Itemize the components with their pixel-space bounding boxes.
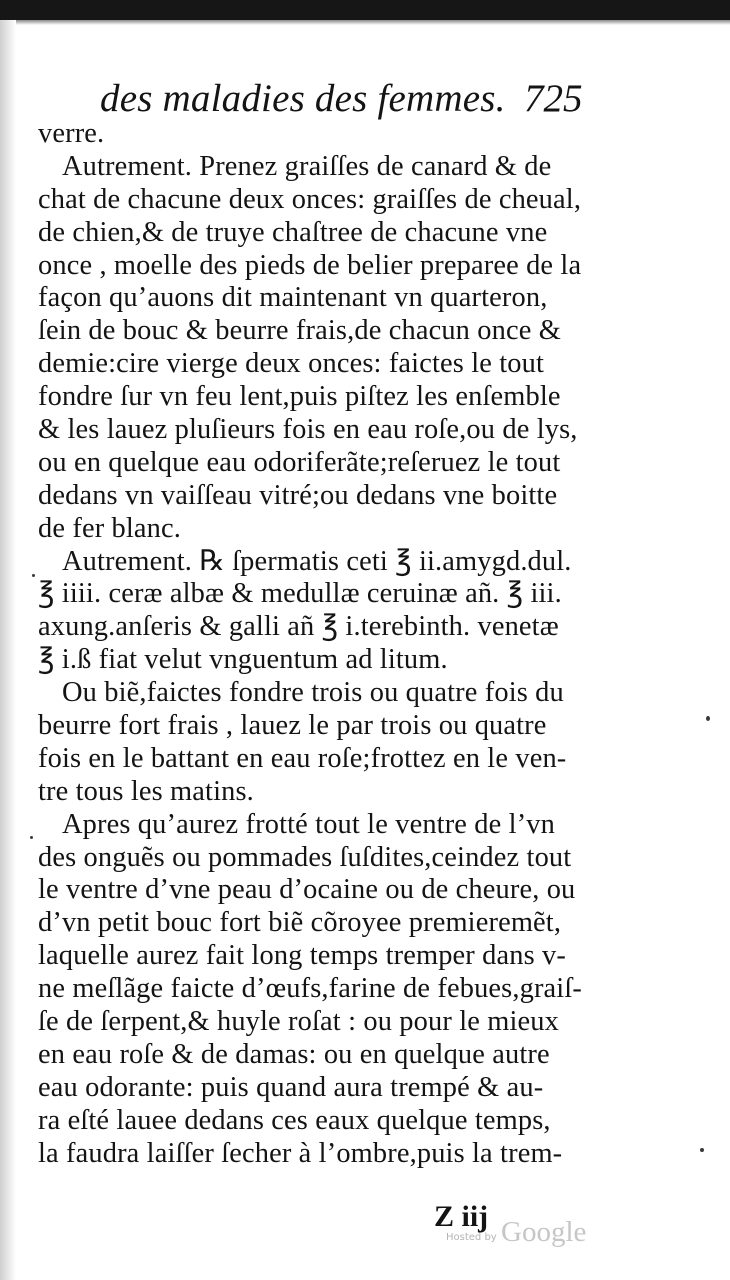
text-line: tre tous les matins. xyxy=(38,775,254,807)
google-logo: Google xyxy=(501,1216,587,1248)
text-line: ne meſlãge faicte d’œufs,farine de febues,graiſ- xyxy=(38,973,582,1005)
text-line: ou en quelque eau odoriferãte;reſeruez le tout xyxy=(38,446,561,478)
text-line: laquelle aurez fait long temps tremper dans v- xyxy=(38,940,566,972)
text-line: la faudra laiſſer ſecher à l’ombre,puis la trem- xyxy=(38,1137,563,1169)
page-number: 725 xyxy=(524,77,583,120)
text-line: & les lauez pluſieurs fois en eau roſe,ou de lys, xyxy=(38,414,578,446)
signature-mark: Z iij xyxy=(434,1200,489,1233)
text-line: ſein de bouc & beurre frais,de chacun once & xyxy=(38,315,561,347)
text-line: once , moelle des pieds de belier preparee de la xyxy=(38,249,582,281)
text-line: ra eſté lauee dedans ces eaux quelque temps, xyxy=(38,1104,551,1136)
paper-speck xyxy=(700,1148,704,1152)
google-watermark xyxy=(446,1216,606,1256)
text-line: beurre fort frais , lauez le par trois ou quatre xyxy=(38,710,547,742)
text-line: façon qu’auons dit maintenant vn quarteron, xyxy=(38,282,548,314)
running-title: des maladies des femmes. xyxy=(100,77,506,120)
hosted-by-label: Hosted by xyxy=(446,1232,497,1243)
text-line: Ou biẽ,faictes fondre trois ou quatre fois du xyxy=(62,677,564,709)
text-line: ℥ iiii. ceræ albæ & medullæ ceruinæ añ. ℥ iii. xyxy=(38,578,562,610)
top-binding-edge xyxy=(0,0,730,20)
text-line: Autrement. Prenez graiſſes de canard & de xyxy=(62,150,552,182)
text-line: ℥ i.ß fiat velut vnguentum ad litum. xyxy=(38,644,448,676)
page-header xyxy=(100,76,620,122)
text-line: le ventre d’vne peau d’ocaine ou de cheure, ou xyxy=(38,874,576,906)
text-line: fondre ſur vn feu lent,puis piſtez les enſemble xyxy=(38,381,561,413)
left-page-edge xyxy=(0,20,16,1280)
top-edge-shadow xyxy=(0,20,730,25)
text-line: ſe de ſerpent,& huyle roſat : ou pour le mieux xyxy=(38,1006,559,1038)
paper-speck xyxy=(32,574,35,577)
text-line: de fer blanc. xyxy=(38,512,182,544)
text-line: de chien,& de truye chaſtree de chacune vne xyxy=(38,216,548,248)
text-line: demie:cire vierge deux onces: faictes le tout xyxy=(38,348,545,380)
paper-speck xyxy=(706,716,710,721)
text-line: axung.anſeris & galli añ ℥ i.terebinth. venetæ xyxy=(38,611,559,643)
text-line: d’vn petit bouc fort biẽ cõroyee premieremẽt, xyxy=(38,907,562,939)
text-line: des onguẽs ou pommades ſuſdites,ceindez tout xyxy=(38,841,572,873)
text-line: verre. xyxy=(38,118,105,149)
text-line: chat de chacune deux onces: graiſſes de cheual, xyxy=(38,183,582,215)
text-line: fois en le battant en eau roſe;frottez en le ven- xyxy=(38,742,567,774)
body-text xyxy=(38,118,613,1171)
text-line: Autrement. ℞ ſpermatis ceti ℥ ii.amygd.dul. xyxy=(62,545,572,577)
text-line: en eau roſe & de damas: ou en quelque autre xyxy=(38,1038,550,1070)
text-line: eau odorante: puis quand aura trempé & au- xyxy=(38,1071,544,1103)
text-line: Apres qu’aurez frotté tout le ventre de l’vn xyxy=(62,808,555,840)
text-line: dedans vn vaiſſeau vitré;ou dedans vne boitte xyxy=(38,479,558,511)
paper-speck xyxy=(30,836,33,839)
